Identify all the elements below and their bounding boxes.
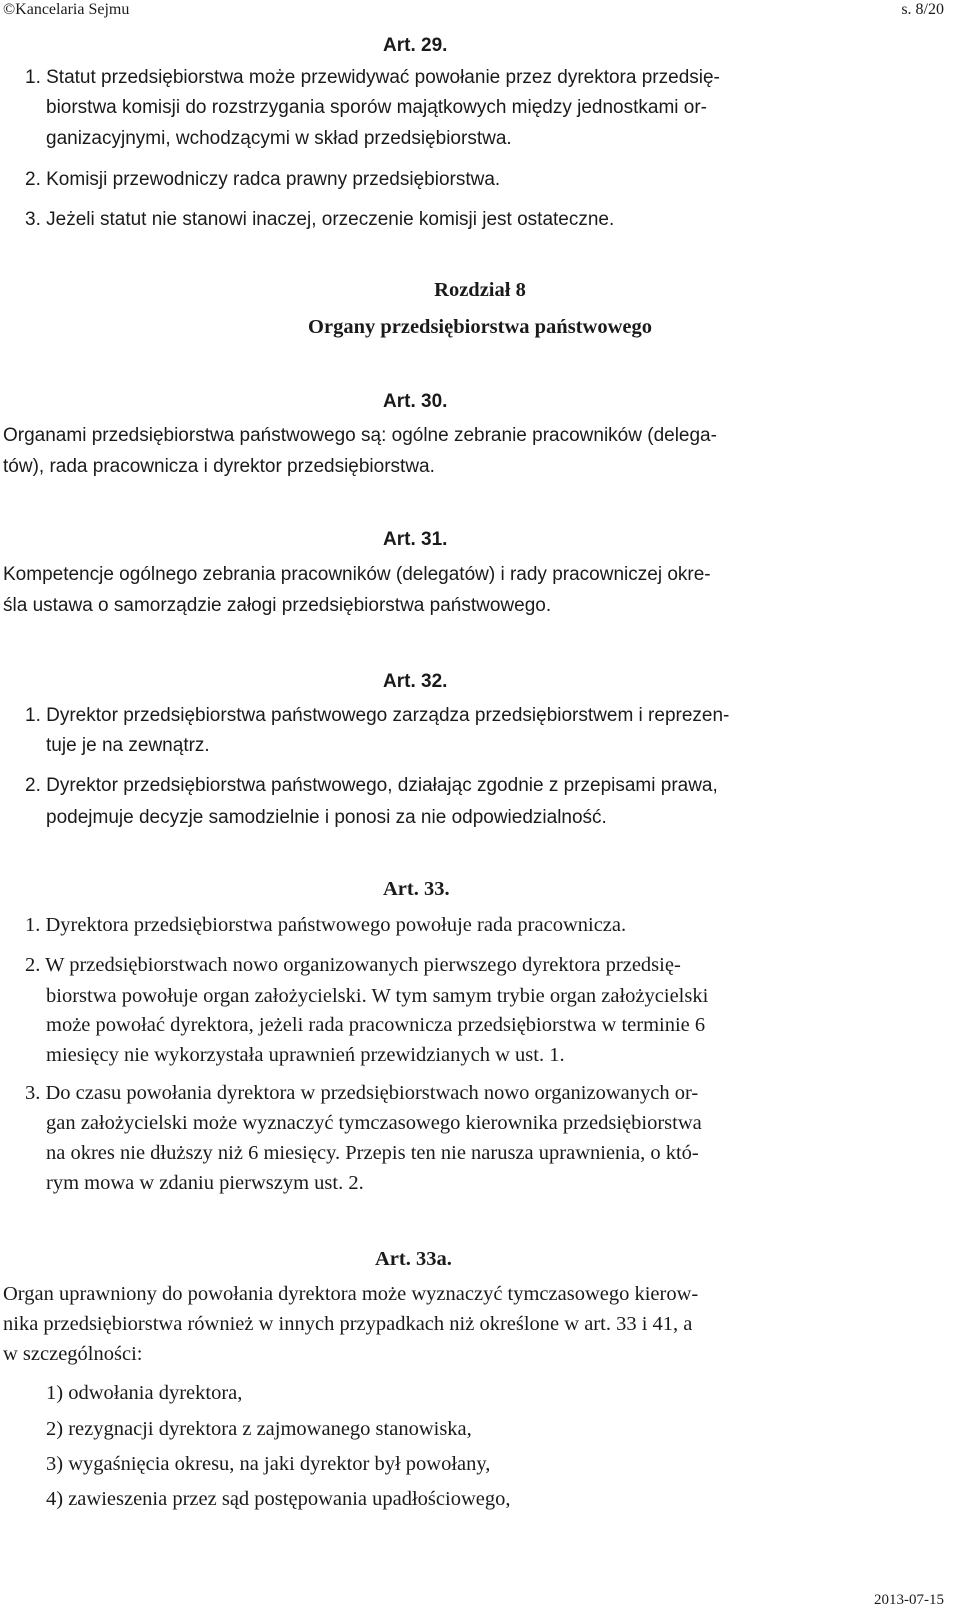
paragraph-line: 1. Dyrektor przedsiębiorstwa państwowego zarządza przedsiębiorstwem i reprezen- [25, 705, 730, 726]
paragraph-line: rym mowa w zdaniu pierwszym ust. 2. [46, 1172, 364, 1194]
paragraph-line: w szczególności: [3, 1343, 143, 1365]
list-item: 1) odwołania dyrektora, [46, 1382, 243, 1404]
article-title: Art. 33. [383, 878, 450, 900]
paragraph-line: biorstwa komisji do rozstrzygania sporów majątkowych między jednostkami or- [46, 97, 708, 118]
paragraph-line: tuje je na zewnątrz. [46, 735, 210, 756]
chapter-title: Organy przedsiębiorstwa państwowego [308, 316, 652, 338]
footer-date: 2013-07-15 [874, 1592, 944, 1608]
paragraph-line: 3. Jeżeli statut nie stanowi inaczej, orzeczenie komisji jest ostateczne. [25, 209, 615, 230]
article-title: Art. 31. [383, 529, 448, 550]
paragraph-line: tów), rada pracownicza i dyrektor przedsiębiorstwa. [3, 456, 435, 477]
page-header [3, 1, 944, 23]
paragraph-line: 2. Komisji przewodniczy radca prawny przedsiębiorstwa. [25, 169, 501, 190]
paragraph-line: miesięcy nie wykorzystała uprawnień przewidzianych w ust. 1. [46, 1044, 565, 1066]
article-title: Art. 32. [383, 671, 448, 692]
paragraph-line: 3. Do czasu powołania dyrektora w przedsiębiorstwach nowo organizowanych or- [25, 1082, 699, 1104]
paragraph-line: biorstwa powołuje organ założycielski. W tym samym trybie organ założycielski [46, 985, 709, 1007]
paragraph-line: gan założycielski może wyznaczyć tymczasowego kierownika przedsiębiorstwa [46, 1112, 702, 1134]
page-number: s. 8/20 [901, 1, 944, 18]
paragraph-line: nika przedsiębiorstwa również w innych przypadkach niż określone w art. 33 i 41, a [3, 1313, 693, 1335]
paragraph-line: śla ustawa o samorządzie załogi przedsiębiorstwa państwowego. [3, 595, 552, 616]
paragraph-line: 2. W przedsiębiorstwach nowo organizowanych pierwszego dyrektora przedsię- [25, 954, 681, 976]
paragraph-line: podejmuje decyzje samodzielnie i ponosi za nie odpowiedzialność. [46, 807, 607, 828]
paragraph-line: Organami przedsiębiorstwa państwowego są: ogólne zebranie pracowników (delega- [3, 425, 717, 446]
list-item: 2) rezygnacji dyrektora z zajmowanego stanowiska, [46, 1418, 472, 1440]
list-item: 4) zawieszenia przez sąd postępowania upadłościowego, [46, 1488, 511, 1510]
copyright-label: ©Kancelaria Sejmu [3, 1, 130, 18]
paragraph-line: 2. Dyrektor przedsiębiorstwa państwowego, działając zgodnie z przepisami prawa, [25, 775, 718, 796]
chapter-number: Rozdział 8 [434, 279, 526, 301]
paragraph-line: Organ uprawniony do powołania dyrektora może wyznaczyć tymczasowego kierow- [3, 1283, 699, 1305]
article-title: Art. 30. [383, 391, 448, 412]
paragraph-line: Kompetencje ogólnego zebrania pracowników (delegatów) i rady pracowniczej okre- [3, 564, 711, 585]
paragraph-line: ganizacyjnymi, wchodzącymi w skład przedsiębiorstwa. [46, 128, 512, 149]
paragraph-line: na okres nie dłuższy niż 6 miesięcy. Przepis ten nie narusza uprawnienia, o któ- [46, 1142, 699, 1164]
article-title: Art. 33a. [375, 1248, 452, 1270]
article-title: Art. 29. [383, 35, 448, 56]
list-item: 3) wygaśnięcia okresu, na jaki dyrektor był powołany, [46, 1453, 491, 1475]
paragraph-line: 1. Dyrektora przedsiębiorstwa państwowego powołuje rada pracownicza. [25, 914, 627, 936]
paragraph-line: może powołać dyrektora, jeżeli rada pracownicza przedsiębiorstwa w terminie 6 [46, 1014, 706, 1036]
paragraph-line: 1. Statut przedsiębiorstwa może przewidywać powołanie przez dyrektora przedsię- [25, 67, 720, 88]
